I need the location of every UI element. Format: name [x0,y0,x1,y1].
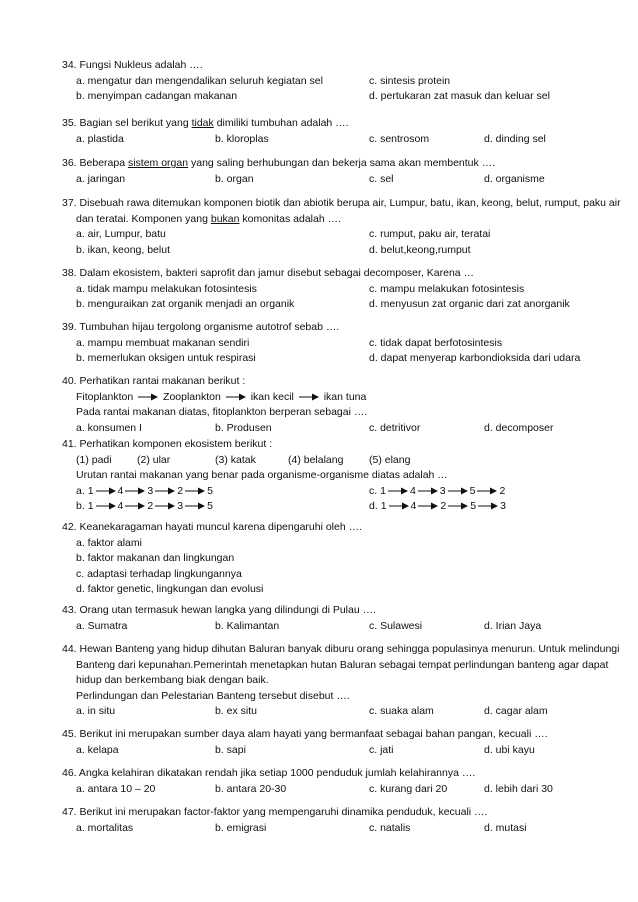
question-42 [62,520,610,598]
question-37 [62,196,621,258]
option-c: c. kurang dari 20 [369,782,448,795]
option-d: d. cagar alam [484,705,548,717]
ecosystem-components [62,453,610,469]
option-c: c. jati [369,743,394,756]
question-stem: 47. Berikut ini merupakan factor-faktor yang mempengaruhi dinamika penduduk, kecuali …. [62,806,488,818]
question-47 [62,805,610,836]
item-katak: (3) katak [215,453,256,466]
food-chain [62,390,610,406]
option-a: a. 1 4 3 2 5 [76,484,213,497]
question-stem: 38. Dalam ekosistem, bakteri saprofit dan jamur disebut sebagai decomposer, Karena … [62,267,475,279]
option-c: c. adaptasi terhadap lingkungannya [76,567,242,580]
option-b: b. ikan, keong, belut [76,243,170,256]
option-b: b. memerlukan oksigen untuk respirasi [76,352,256,364]
option-a: a. kelapa [76,743,119,756]
question-stem-line-3: Pada rantai makanan diatas, fitoplankton berperan sebagai …. [76,406,368,418]
option-a: a. faktor alami [76,536,142,549]
question-stem-line-2: dan teratai. Komponen yang bukan komonitas adalah …. [76,212,342,225]
option-b: b. antara 20-30 [215,782,287,795]
question-stem-line-3: Urutan rantai makanan yang benar pada organisme-organisme diatas adalah … [76,469,448,481]
option-a: a. plastida [76,132,124,145]
arrow-right-icon [299,393,319,401]
option-b: b. emigrasi [215,821,267,834]
option-d: d. mutasi [484,821,527,834]
item-ular: (2) ular [137,453,171,466]
option-b: b. organ [215,172,254,185]
option-c: c. rumput, paku air, teratai [369,228,491,240]
question-45 [62,727,610,758]
question-stem-line-1: 37. Disebuah rawa ditemukan komponen biotik dan abiotik berupa air, Lumpur, batu, ikan, keong, belut, rumput, paku air [62,197,621,209]
option-a: a. jaringan [76,172,126,185]
option-b: b. 1 4 2 3 5 [76,500,213,512]
option-d: d. belut,keong,rumput [369,243,471,256]
question-38 [62,266,610,313]
option-c: c. suaka alam [369,705,434,717]
option-d: d. ubi kayu [484,743,535,756]
option-d: d. Irian Jaya [484,619,542,632]
option-b: b. sapi [215,743,246,756]
question-34 [62,58,610,105]
chain-zooplankton: Zooplankton [163,390,221,403]
option-a: a. mortalitas [76,821,134,834]
option-a: a. mampu membuat makanan sendiri [76,336,250,349]
option-b: b. Produsen [215,421,272,434]
option-a: a. air, Lumpur, batu [76,228,166,240]
question-stem: 36. Beberapa sistem organ yang saling berhubungan dan bekerja sama akan membentuk …. [62,157,496,169]
option-a: a. tidak mampu melakukan fotosintesis [76,282,257,295]
option-b: b. faktor makanan dan lingkungan [76,552,235,564]
option-b: b. kloroplas [215,132,269,145]
option-a: a. konsumen I [76,421,142,434]
option-a: a. antara 10 – 20 [76,782,156,795]
arrow-right-icon [226,393,246,401]
question-stem: 42. Keanekaragaman hayati muncul karena dipengaruhi oleh …. [62,521,363,533]
option-c: c. natalis [369,821,411,834]
question-stem: 35. Bagian sel berikut yang tidak dimiliki tumbuhan adalah …. [62,117,349,129]
option-c: c. sentrosom [369,132,430,145]
option-d: d. faktor genetic, lingkungan dan evolusi [76,583,264,595]
option-d: d. decomposer [484,421,554,434]
question-stem: 46. Angka kelahiran dikatakan rendah jika setiap 1000 penduduk jumlah kelahirannya …. [62,767,476,779]
question-39 [62,320,610,367]
option-a: a. Sumatra [76,619,128,632]
item-belalang: (4) belalang [288,453,344,466]
option-a: a. mengatur dan mengendalikan seluruh kegiatan sel [76,74,323,87]
option-d: d. lebih dari 30 [484,782,553,795]
option-d: d. dinding sel [484,132,546,145]
question-43 [62,603,610,634]
chain-ikan-tuna: ikan tuna [323,390,367,403]
option-c: c. mampu melakukan fotosintesis [369,282,525,295]
option-c: c. Sulawesi [369,619,423,632]
option-d: d. 1 4 2 5 3 [369,500,506,512]
option-d: d. pertukaran zat masuk dan keluar sel [369,90,550,102]
chain-ikan-kecil: ikan kecil [250,390,294,403]
option-c: c. sel [369,172,394,185]
item-padi: (1) padi [76,453,112,466]
question-stem: 41. Perhatikan komponen ekosistem berikut : [62,438,273,450]
option-c: c. 1 4 3 5 2 [369,484,506,497]
question-stem: 45. Berikut ini merupakan sumber daya alam hayati yang bermanfaat sebagai bahan pangan, kecuali …. [62,728,548,740]
question-46 [62,766,610,797]
option-d: d. organisme [484,172,545,185]
question-stem: 34. Fungsi Nukleus adalah …. [62,59,203,71]
question-stem-line-3: hidup dan berkembang biak dengan baik. [76,674,269,686]
item-elang: (5) elang [369,453,411,466]
question-stem: 39. Tumbuhan hijau tergolong organisme autotrof sebab …. [62,321,340,333]
question-40 [62,374,610,436]
question-stem-line-4: Perlindungan dan Pelestarian Banteng tersebut disebut …. [76,689,350,702]
option-c: c. tidak dapat berfotosintesis [369,336,503,349]
question-stem: 43. Orang utan termasuk hewan langka yang dilindungi di Pulau …. [62,604,377,616]
question-35 [62,116,610,147]
option-b: b. menyimpan cadangan makanan [76,90,238,102]
question-stem-line-1: 44. Hewan Banteng yang hidup dihutan Baluran banyak diburu orang sehingga populasinya menurun. Untuk melindungi [62,643,620,655]
option-c: c. sintesis protein [369,74,451,87]
option-b: b. ex situ [215,705,258,717]
chain-fitoplankton: Fitoplankton [76,390,134,403]
option-b: b. Kalimantan [215,619,280,632]
option-a: a. in situ [76,705,116,717]
arrow-right-icon [138,393,158,401]
question-44 [62,642,620,720]
option-d: d. menyusun zat organic dari zat anorganik [369,298,570,310]
question-41 [62,437,610,515]
option-b: b. menguraikan zat organik menjadi an organik [76,298,295,310]
option-c: c. detritivor [369,421,421,434]
question-36 [62,156,610,187]
question-stem: 40. Perhatikan rantai makanan berikut : [62,375,246,387]
option-d: d. dapat menyerap karbondioksida dari udara [369,352,581,364]
question-stem-line-2: Banteng dari kepunahan.Pemerintah menetapkan hutan Baluran sebagai tempat perlindungan banteng agar dapat [76,658,609,671]
